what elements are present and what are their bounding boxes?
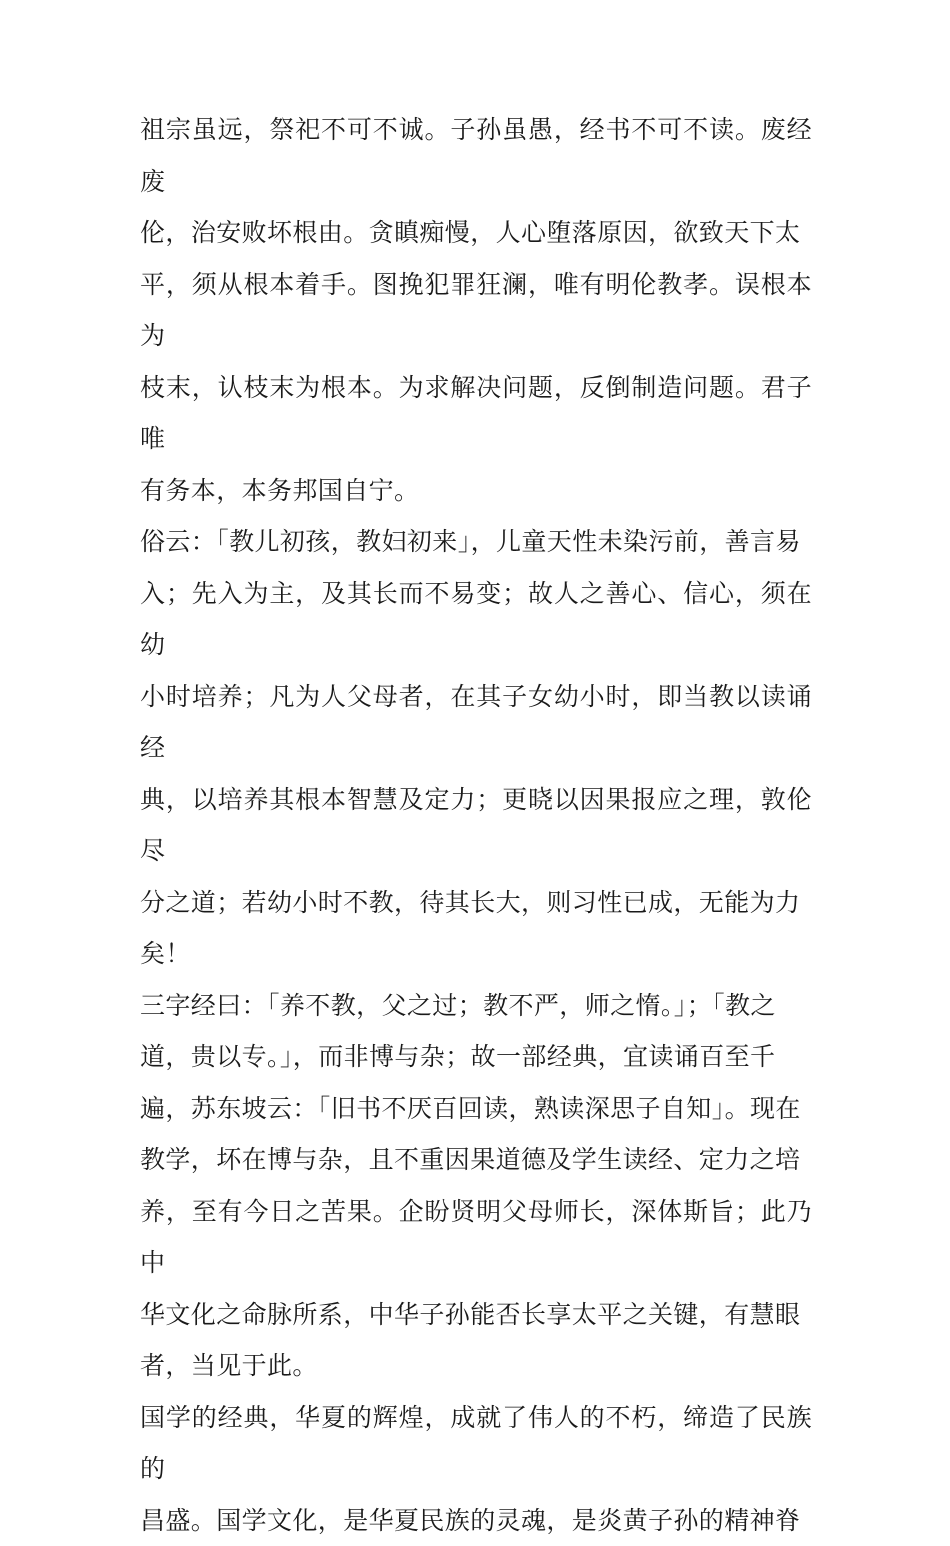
paragraph-three-character-classic: 三字经曰：「养不教，父之过；教不严，师之惰。」；「教之 道，贵以专。」，而非博与杂；故一部经典，宜读诵百至千 遍，苏东坡云：「旧书不厌百回读，熟读深思子自知」。现在 教学，坏在博与杂，且不重因果道德及学生读经、定力之培 养，至有今日之苦果。企盼贤明父母师长，深体斯旨；此乃中 华文化之命脉所系，中华子孙能否长享太平之关键，有慧眼 者，当见于此。 [140,980,812,1392]
paragraph-early-education: 俗云：「教儿初孩，教妇初来」，儿童天性未染污前，善言易 入；先入为主，及其长而不易变；故人之善心、信心，须在幼 小时培养；凡为人父母者，在其子女幼小时，即当教以读诵经 典，以培养其根本智慧及定力；更晓以因果报应之理，敦伦尽 分之道；若幼小时不教，待其长大，则习性已成，无能为力 矣！ [140,516,812,980]
paragraph-chinese-classics: 国学的经典，华夏的辉煌，成就了伟人的不朽，缔造了民族的 昌盛。国学文化，是华夏民族的灵魂，是炎黄子孙的精神脊 [140,1392,812,1546]
body-text [140,104,812,1546]
paragraph-ancestors: 祖宗虽远，祭祀不可不诚。子孙虽愚，经书不可不读。废经废 伦，治安败坏根由。贪瞋痴慢，人心堕落原因，欲致天下太 平，须从根本着手。图挽犯罪狂澜，唯有明伦教孝。误根本为 枝末，认枝末为根本。为求解决问题，反倒制造问题。君子唯 有务本，本务邦国自宁。 [140,104,812,516]
